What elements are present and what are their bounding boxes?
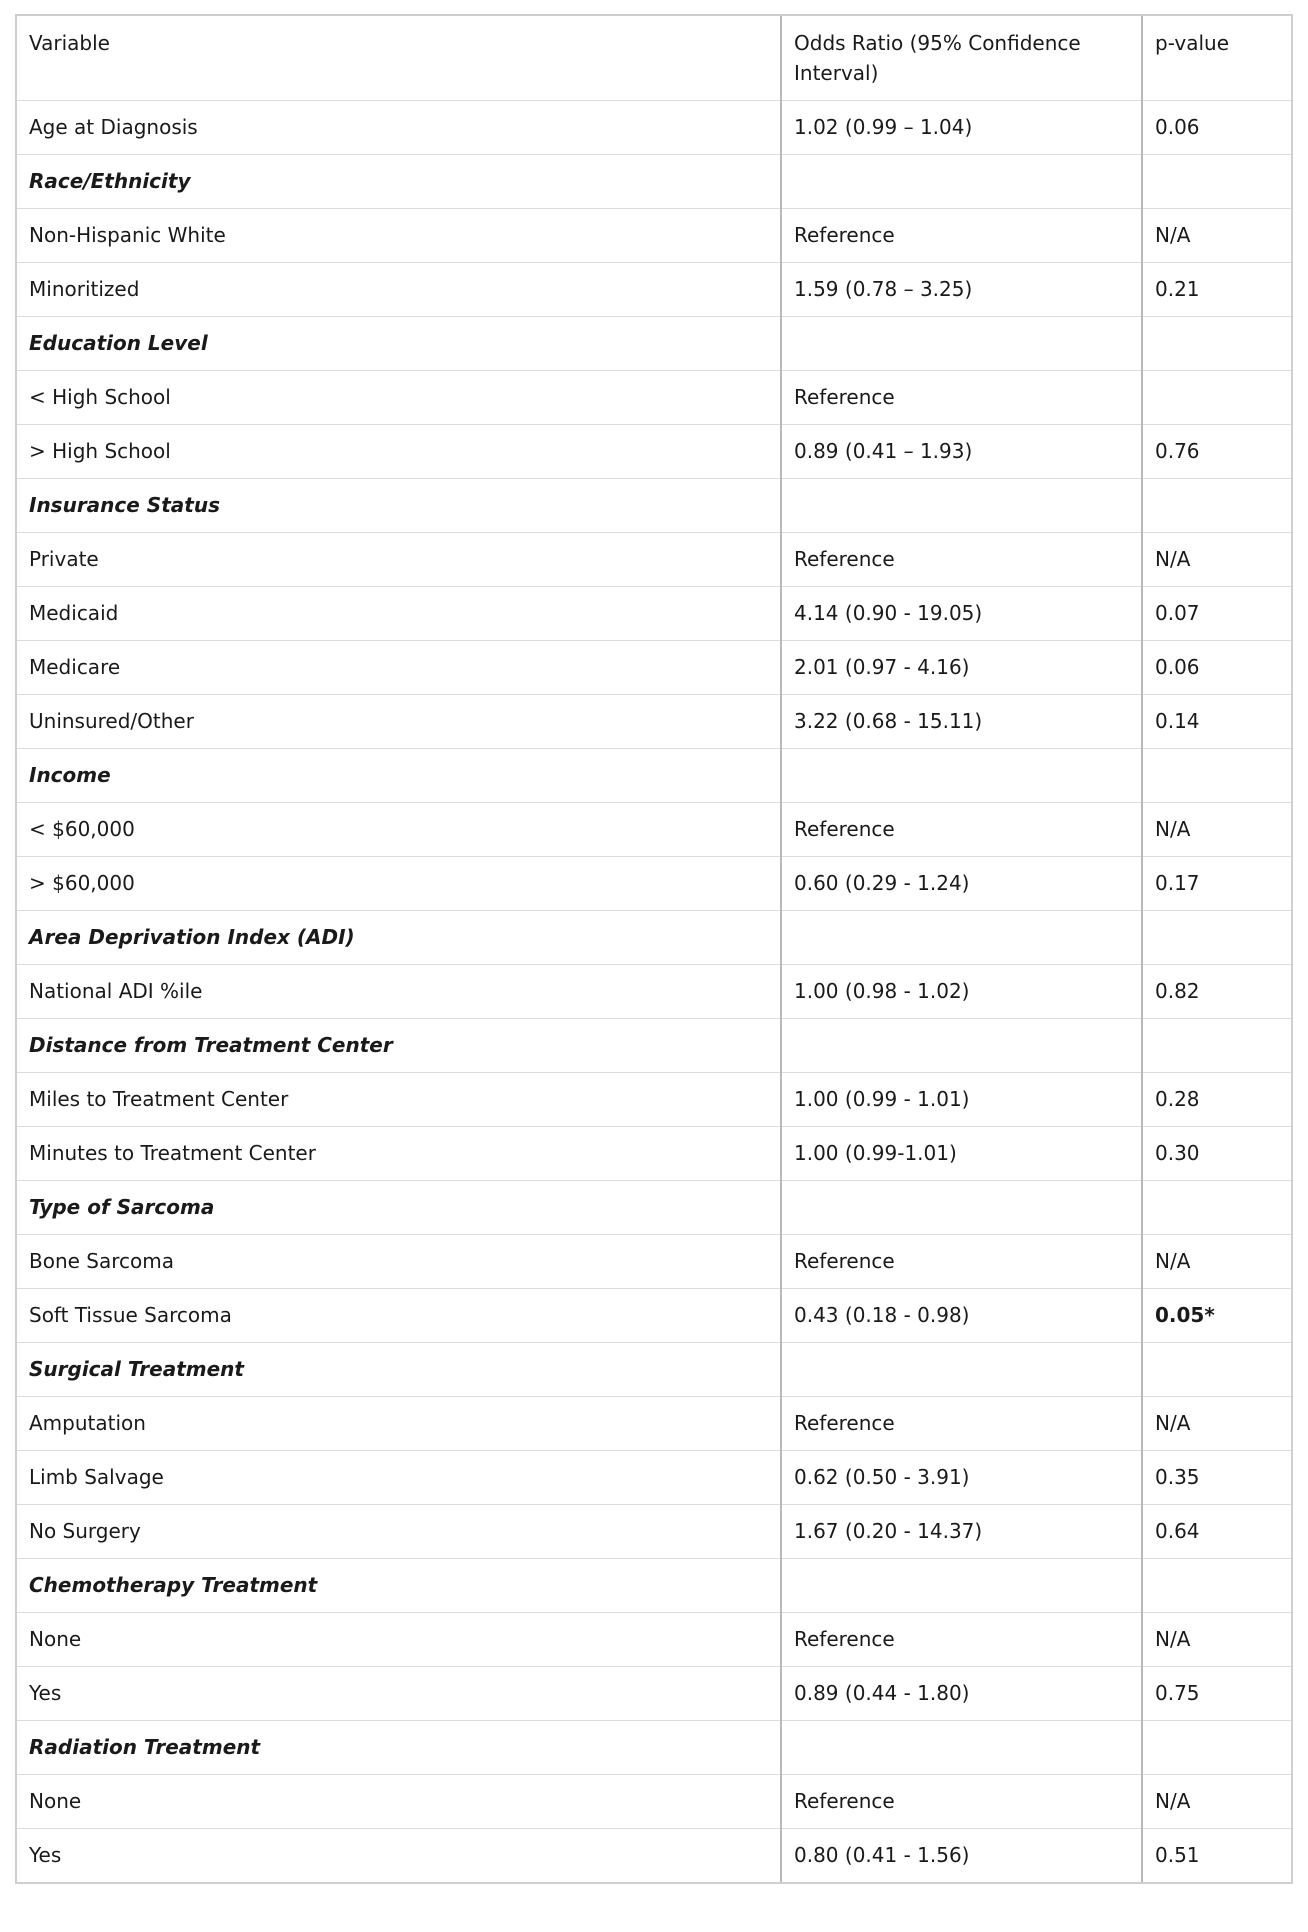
odds-ratio-cell: 1.02 (0.99 – 1.04) <box>781 100 1142 154</box>
p-value-cell: 0.75 <box>1142 1666 1291 1720</box>
variable-cell: No Surgery <box>17 1504 781 1558</box>
odds-ratio-cell: 1.00 (0.98 - 1.02) <box>781 964 1142 1018</box>
p-value-cell: 0.51 <box>1142 1828 1291 1882</box>
odds-ratio-cell: 0.43 (0.18 - 0.98) <box>781 1288 1142 1342</box>
table-row <box>17 1396 1291 1450</box>
header-variable: Variable <box>17 16 781 100</box>
p-value-cell: N/A <box>1142 1612 1291 1666</box>
p-value-cell: N/A <box>1142 1234 1291 1288</box>
p-value-cell <box>1142 478 1291 532</box>
table-row <box>17 1072 1291 1126</box>
table-section-row <box>17 478 1291 532</box>
odds-ratio-cell: 1.59 (0.78 – 3.25) <box>781 262 1142 316</box>
variable-cell: Yes <box>29 1843 62 1868</box>
odds-ratio-cell: 0.89 (0.44 - 1.80) <box>781 1666 1142 1720</box>
variable-cell: Uninsured/Other <box>17 694 781 748</box>
table-row <box>17 1126 1291 1180</box>
odds-ratio-cell <box>781 154 1142 208</box>
p-value-cell: 0.14 <box>1142 694 1291 748</box>
p-value-cell: N/A <box>1142 802 1291 856</box>
table-row <box>17 856 1291 910</box>
section-label: Education Level <box>17 316 781 370</box>
p-value-cell <box>1142 910 1291 964</box>
variable-cell: Bone Sarcoma <box>17 1234 781 1288</box>
odds-ratio-cell: 0.62 (0.50 - 3.91) <box>781 1450 1142 1504</box>
odds-ratio-cell: Reference <box>781 208 1142 262</box>
table-row <box>17 262 1291 316</box>
table-row <box>17 694 1291 748</box>
variable-cell: None <box>17 1612 781 1666</box>
section-label: Income <box>17 748 781 802</box>
variable-cell: Non-Hispanic White <box>17 208 781 262</box>
table-section-row <box>17 1018 1291 1072</box>
variable-cell: > High School <box>17 424 781 478</box>
p-value-cell: 0.30 <box>1142 1126 1291 1180</box>
table-row <box>17 370 1291 424</box>
p-value-cell <box>1142 1558 1291 1612</box>
table-row <box>17 1612 1291 1666</box>
p-value-cell: 0.28 <box>1142 1072 1291 1126</box>
variable-cell: Age at Diagnosis <box>17 100 781 154</box>
p-value-cell: 0.07 <box>1142 586 1291 640</box>
variable-cell: Private <box>17 532 781 586</box>
variable-cell: National ADI %ile <box>17 964 781 1018</box>
p-value-cell <box>1142 748 1291 802</box>
p-value-cell <box>1142 1342 1291 1396</box>
odds-ratio-cell: 0.60 (0.29 - 1.24) <box>781 856 1142 910</box>
section-label: Radiation Treatment <box>17 1720 781 1774</box>
header-odds-ratio: Odds Ratio (95% Confidence Interval) <box>781 16 1142 100</box>
p-value-cell <box>1142 316 1291 370</box>
table-row <box>17 802 1291 856</box>
odds-ratio-cell: 0.89 (0.41 – 1.93) <box>781 424 1142 478</box>
p-value-cell: 0.82 <box>1142 964 1291 1018</box>
p-value-cell <box>1142 1180 1291 1234</box>
odds-ratio-cell: 3.22 (0.68 - 15.11) <box>781 694 1142 748</box>
p-value-cell: N/A <box>1142 1774 1291 1828</box>
table-row <box>17 586 1291 640</box>
table-section-row <box>17 910 1291 964</box>
table-row <box>17 1666 1291 1720</box>
table-body <box>17 16 1291 1882</box>
section-label: Race/Ethnicity <box>17 154 781 208</box>
odds-ratio-cell <box>781 1558 1142 1612</box>
odds-ratio-cell: 1.67 (0.20 - 14.37) <box>781 1504 1142 1558</box>
odds-ratio-cell <box>781 1720 1142 1774</box>
table-section-row <box>17 1720 1291 1774</box>
table-row <box>17 1234 1291 1288</box>
variable-cell: Medicare <box>17 640 781 694</box>
table-header-row <box>17 16 1291 100</box>
variable-cell: Soft Tissue Sarcoma <box>17 1288 781 1342</box>
table-section-row <box>17 748 1291 802</box>
p-value-cell: 0.64 <box>1142 1504 1291 1558</box>
p-value-cell: N/A <box>1142 208 1291 262</box>
variable-cell: Medicaid <box>17 586 781 640</box>
p-value-cell: 0.06 <box>1142 640 1291 694</box>
table-row <box>17 1828 1291 1882</box>
odds-ratio-cell <box>781 910 1142 964</box>
odds-ratio-cell <box>781 1018 1142 1072</box>
variable-cell: < $60,000 <box>17 802 781 856</box>
p-value-cell <box>1142 154 1291 208</box>
regression-table <box>15 14 1293 1884</box>
table-section-row <box>17 1180 1291 1234</box>
odds-ratio-cell <box>781 1342 1142 1396</box>
odds-ratio-cell: 1.00 (0.99-1.01) <box>781 1126 1142 1180</box>
odds-ratio-cell: 4.14 (0.90 - 19.05) <box>781 586 1142 640</box>
odds-ratio-cell: 2.01 (0.97 - 4.16) <box>781 640 1142 694</box>
variable-cell: Amputation <box>17 1396 781 1450</box>
odds-ratio-cell: Reference <box>781 1234 1142 1288</box>
variable-cell: Minoritized <box>17 262 781 316</box>
table-section-row <box>17 1342 1291 1396</box>
table-section-row <box>17 154 1291 208</box>
odds-ratio-cell <box>781 316 1142 370</box>
odds-ratio-cell <box>781 748 1142 802</box>
odds-ratio-cell: Reference <box>781 1774 1142 1828</box>
section-label: Area Deprivation Index (ADI) <box>17 910 781 964</box>
p-value-cell: 0.06 <box>1142 100 1291 154</box>
p-value-cell <box>1142 1720 1291 1774</box>
p-value-cell <box>1142 370 1291 424</box>
odds-ratio-cell: 1.00 (0.99 - 1.01) <box>781 1072 1142 1126</box>
variable-cell: Minutes to Treatment Center <box>17 1126 781 1180</box>
variable-cell: Limb Salvage <box>17 1450 781 1504</box>
table-row <box>17 424 1291 478</box>
section-label: Insurance Status <box>17 478 781 532</box>
odds-ratio-cell: 0.80 (0.41 - 1.56) <box>781 1828 1142 1882</box>
table-row <box>17 640 1291 694</box>
header-p-value: p-value <box>1142 16 1291 100</box>
odds-ratio-cell <box>781 1180 1142 1234</box>
table-row <box>17 532 1291 586</box>
variable-cell: < High School <box>17 370 781 424</box>
variable-cell: Miles to Treatment Center <box>17 1072 781 1126</box>
variable-cell: None <box>17 1774 781 1828</box>
section-label: Distance from Treatment Center <box>17 1018 781 1072</box>
variable-cell: Yes <box>17 1666 781 1720</box>
table-row <box>17 1774 1291 1828</box>
p-value-cell <box>1142 1018 1291 1072</box>
section-label: Chemotherapy Treatment <box>17 1558 781 1612</box>
p-value-cell: 0.76 <box>1142 424 1291 478</box>
variable-cell: > $60,000 <box>17 856 781 910</box>
p-value-cell: 0.35 <box>1142 1450 1291 1504</box>
p-value-cell: N/A <box>1142 532 1291 586</box>
odds-ratio-cell: Reference <box>781 370 1142 424</box>
p-value-cell: 0.21 <box>1142 262 1291 316</box>
odds-ratio-cell: Reference <box>781 1612 1142 1666</box>
odds-ratio-cell: Reference <box>781 802 1142 856</box>
table-row <box>17 1504 1291 1558</box>
section-label: Surgical Treatment <box>17 1342 781 1396</box>
table-row <box>17 1450 1291 1504</box>
table-section-row <box>17 316 1291 370</box>
odds-ratio-table <box>17 16 1291 1882</box>
table-row <box>17 100 1291 154</box>
p-value-cell: 0.05* <box>1142 1288 1291 1342</box>
odds-ratio-cell: Reference <box>781 532 1142 586</box>
p-value-cell: 0.17 <box>1142 856 1291 910</box>
odds-ratio-cell: Reference <box>781 1396 1142 1450</box>
table-row <box>17 208 1291 262</box>
section-label: Type of Sarcoma <box>17 1180 781 1234</box>
table-row <box>17 1288 1291 1342</box>
table-row <box>17 964 1291 1018</box>
p-value-cell: N/A <box>1142 1396 1291 1450</box>
table-section-row <box>17 1558 1291 1612</box>
odds-ratio-cell <box>781 478 1142 532</box>
